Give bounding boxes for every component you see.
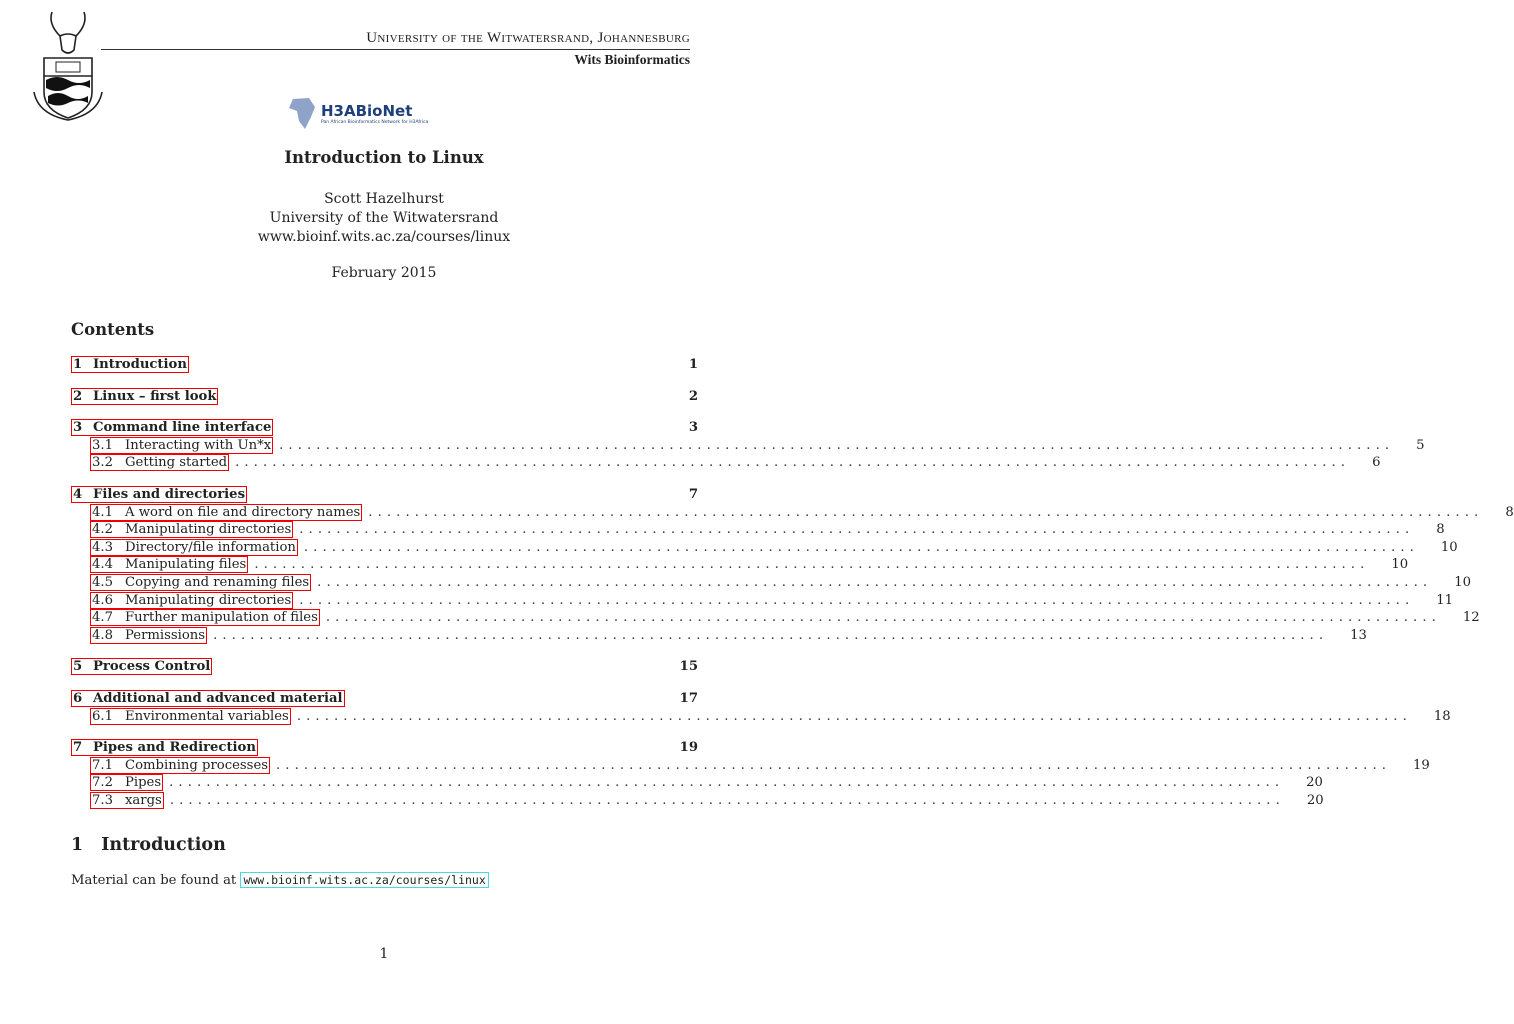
africa-map-icon: [285, 95, 321, 131]
dot-leader: ........................................................................................................................: [169, 792, 1285, 808]
toc-number: 5: [73, 659, 83, 675]
toc-number: 4.6: [92, 592, 113, 608]
dot-leader: ........................................................................................................................: [169, 775, 1285, 791]
toc-link[interactable]: [90, 757, 270, 774]
toc-title: Pipes and Redirection: [93, 740, 256, 756]
toc-entry: [71, 757, 1430, 775]
toc-link[interactable]: [71, 739, 258, 756]
dot-leader: ........................................................................................................................: [317, 574, 1433, 590]
toc-number: 4.8: [92, 627, 113, 643]
document-title: Introduction to Linux: [284, 148, 484, 167]
dot-leader: ........................................................................................................................: [254, 557, 1370, 573]
toc-title: Additional and advanced material: [93, 690, 343, 706]
h3abionet-logo: [285, 88, 487, 138]
toc-entry: [71, 419, 698, 437]
toc-title: Further manipulation of files: [125, 610, 318, 626]
toc-link[interactable]: [90, 708, 291, 725]
logo-name: H3ABioNet: [321, 101, 413, 120]
toc-page: 13: [1350, 627, 1367, 643]
dot-leader: ........................................................................................................................: [296, 708, 1412, 724]
dot-leader: ........................................................................................................................: [279, 437, 1395, 453]
university-crest-logo: [30, 10, 106, 122]
toc-page: 10: [1440, 539, 1458, 555]
paragraph-text: Material can be found at: [71, 873, 241, 888]
toc-entry: [71, 556, 1409, 574]
toc-number: 4.3: [92, 539, 113, 555]
toc-link[interactable]: [90, 556, 248, 573]
toc-link[interactable]: [90, 539, 298, 556]
toc-number: 4: [73, 486, 83, 502]
toc-link[interactable]: [71, 658, 212, 675]
dot-leader: ........................................................................................................................: [276, 757, 1392, 773]
dot-leader: ........................................................................................................................: [325, 610, 1441, 626]
toc-entry: [71, 774, 1323, 792]
toc-number: 4.4: [92, 557, 113, 573]
toc-number: 6: [73, 690, 83, 706]
toc-link[interactable]: [90, 504, 362, 521]
toc-page: 1: [688, 357, 698, 372]
toc-number: 3.2: [92, 455, 113, 471]
toc-number: 4.7: [92, 610, 113, 626]
toc-page: 8: [1505, 504, 1514, 520]
toc-entry: [71, 356, 698, 374]
header-rule: [101, 49, 690, 50]
toc-title: Manipulating directories: [125, 522, 292, 538]
toc-title: Manipulating directories: [125, 592, 292, 608]
toc-number: 3: [73, 420, 83, 436]
toc-page: 5: [1416, 437, 1425, 453]
author-affiliation: University of the Witwatersrand: [269, 210, 499, 226]
toc-entry: [71, 609, 1480, 627]
toc-number: 1: [73, 357, 83, 372]
toc-link[interactable]: [71, 388, 218, 405]
toc-link[interactable]: [71, 356, 189, 373]
toc-entry: [71, 574, 1471, 592]
toc-page: 10: [1454, 574, 1471, 590]
toc-entry: [71, 739, 698, 757]
author-name: Scott Hazelhurst: [324, 191, 444, 207]
toc-link[interactable]: [90, 592, 293, 609]
author-url: www.bioinf.wits.ac.za/courses/linux: [257, 229, 511, 245]
toc-entry: [71, 708, 1451, 726]
toc-title: Manipulating files: [125, 557, 247, 573]
toc-page: 20: [1306, 792, 1324, 808]
toc-page: 11: [1436, 592, 1454, 608]
section-number: 1: [71, 835, 84, 855]
toc-title: Linux – first look: [93, 388, 217, 404]
toc-title: Command line interface: [93, 420, 272, 436]
toc-page: 18: [1433, 708, 1451, 724]
course-url-link[interactable]: www.bioinf.wits.ac.za/courses/linux: [240, 872, 488, 888]
toc-title: Combining processes: [125, 757, 269, 773]
toc-title: Copying and renaming files: [125, 574, 310, 590]
toc-number: 7.1: [92, 757, 113, 773]
toc-title: Interacting with Un*x: [125, 437, 272, 453]
toc-title: Process Control: [93, 659, 211, 675]
toc-link[interactable]: [90, 454, 229, 471]
toc-link[interactable]: [90, 609, 320, 626]
toc-entry: [71, 454, 1381, 472]
toc-number: 4.5: [92, 574, 113, 590]
toc-link[interactable]: [90, 437, 273, 454]
toc-title: Environmental variables: [125, 708, 289, 724]
toc-entry: [71, 521, 1445, 539]
toc-title: A word on file and directory names: [125, 504, 361, 520]
toc-link[interactable]: [71, 690, 345, 707]
dot-leader: ........................................................................................................................: [303, 539, 1419, 555]
toc-number: 4.2: [92, 522, 113, 538]
toc-page: 19: [1413, 757, 1430, 773]
toc-page: 6: [1372, 455, 1381, 471]
toc-page: 20: [1306, 775, 1323, 791]
table-of-contents: [71, 356, 1514, 809]
toc-title: Permissions: [125, 627, 206, 643]
toc-title: Files and directories: [93, 486, 245, 502]
dot-leader: ........................................................................................................................: [368, 504, 1484, 520]
contents-heading: Contents: [71, 320, 155, 339]
toc-title: Pipes: [125, 775, 162, 791]
author-block: [0, 190, 768, 247]
toc-page: 10: [1391, 557, 1409, 573]
toc-entry: [71, 539, 1458, 557]
toc-entry: [71, 437, 1425, 455]
toc-entry: [71, 658, 698, 676]
toc-number: 7: [73, 740, 83, 756]
toc-title: xargs: [125, 792, 162, 808]
toc-link[interactable]: [71, 486, 247, 503]
section-paragraph: [71, 873, 489, 888]
toc-title: Introduction: [93, 357, 187, 372]
toc-page: 17: [679, 690, 698, 706]
toc-page: 19: [679, 740, 698, 756]
toc-page: 3: [688, 420, 698, 436]
toc-link[interactable]: [90, 574, 311, 591]
toc-title: Directory/file information: [125, 539, 296, 555]
dot-leader: ........................................................................................................................: [213, 627, 1329, 643]
dot-leader: ........................................................................................................................: [299, 522, 1415, 538]
toc-link[interactable]: [90, 792, 164, 809]
toc-link[interactable]: [71, 419, 273, 436]
section-title: Introduction: [101, 835, 226, 855]
toc-page: 12: [1462, 610, 1480, 626]
toc-page: 2: [688, 388, 698, 404]
department-name: Wits Bioinformatics: [574, 52, 690, 67]
toc-entry: [71, 792, 1324, 810]
toc-title: Getting started: [125, 455, 228, 471]
toc-entry: [71, 690, 698, 708]
toc-page: 7: [688, 486, 698, 502]
toc-entry: [71, 388, 698, 406]
toc-number: 2: [73, 388, 83, 404]
page-number: 1: [379, 946, 389, 962]
toc-number: 4.1: [92, 504, 113, 520]
toc-number: 3.1: [92, 437, 113, 453]
document-date: February 2015: [331, 265, 437, 281]
toc-entry: [71, 486, 698, 504]
toc-entry: [71, 504, 1514, 522]
dot-leader: ........................................................................................................................: [299, 592, 1415, 608]
toc-number: 7.2: [92, 775, 113, 791]
toc-page: 8: [1436, 522, 1445, 538]
toc-link[interactable]: [90, 521, 293, 538]
toc-link[interactable]: [90, 774, 163, 791]
toc-number: 6.1: [92, 708, 113, 724]
section-heading: [71, 835, 226, 855]
dot-leader: ........................................................................................................................: [235, 455, 1351, 471]
toc-entry: [71, 592, 1454, 610]
toc-number: 7.3: [92, 792, 113, 808]
toc-page: 15: [679, 659, 698, 675]
toc-link[interactable]: [90, 627, 207, 644]
logo-tagline: Pan African Bioinformatics Network for H3Africa: [321, 119, 429, 125]
university-name: University of the Witwatersrand, Johannesburg: [366, 30, 690, 46]
toc-entry: [71, 627, 1367, 645]
